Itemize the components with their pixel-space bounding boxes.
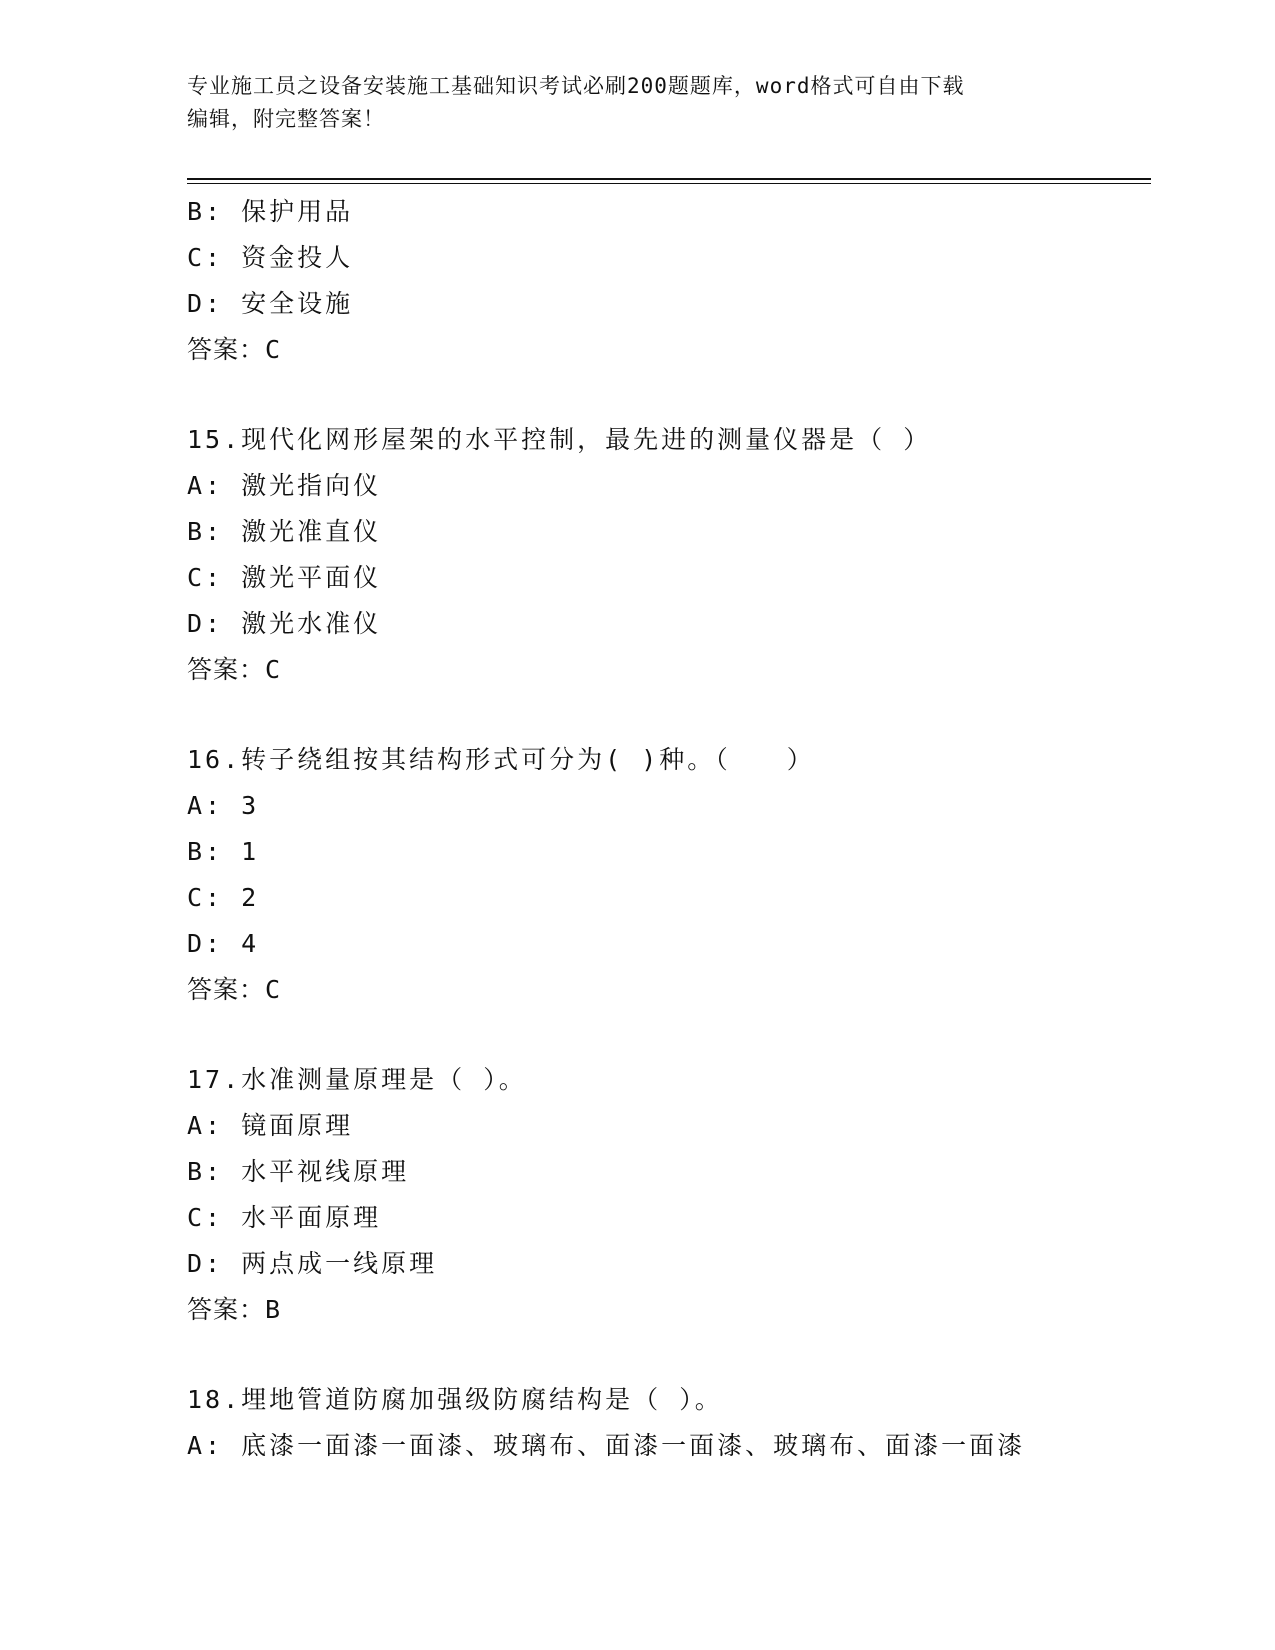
answer: 答案：B <box>187 1295 282 1324</box>
option-b: B: 1 <box>187 837 260 866</box>
spacer <box>187 373 1151 417</box>
option-a: A: 3 <box>187 791 260 820</box>
option-d: D: 安全设施 <box>187 289 354 318</box>
option-c: C: 水平面原理 <box>187 1203 382 1232</box>
option-b: B: 激光准直仪 <box>187 517 382 546</box>
header-divider-thick <box>187 178 1151 180</box>
spacer <box>187 693 1151 737</box>
spacer <box>187 1013 1151 1057</box>
spacer <box>187 1333 1151 1377</box>
option-c: C: 资金投人 <box>187 243 354 272</box>
header-line-2: 编辑，附完整答案！ <box>187 107 385 131</box>
document-header <box>187 70 1087 136</box>
option-d: D: 两点成一线原理 <box>187 1249 438 1278</box>
option-b: B: 保护用品 <box>187 197 354 226</box>
option-a: A: 底漆一面漆一面漆、玻璃布、面漆一面漆、玻璃布、面漆一面漆 <box>187 1431 1026 1460</box>
answer: 答案：C <box>187 335 282 364</box>
question-14-block <box>187 189 1151 373</box>
option-c: C: 激光平面仪 <box>187 563 382 592</box>
question-text: 17.水准测量原理是（ ）。 <box>187 1065 527 1094</box>
question-15-block <box>187 417 1151 693</box>
question-text: 18.埋地管道防腐加强级防腐结构是（ ）。 <box>187 1385 723 1414</box>
question-text: 16.转子绕组按其结构形式可分为( )种。（ ） <box>187 745 815 774</box>
question-text: 15.现代化网形屋架的水平控制，最先进的测量仪器是（ ） <box>187 425 932 454</box>
header-line-1: 专业施工员之设备安装施工基础知识考试必刷200题题库，word格式可自由下载 <box>187 74 965 98</box>
option-d: D: 4 <box>187 929 260 958</box>
option-b: B: 水平视线原理 <box>187 1157 410 1186</box>
question-18-block <box>187 1377 1151 1469</box>
answer: 答案：C <box>187 655 282 684</box>
question-16-block <box>187 737 1151 1013</box>
header-divider-thin <box>187 183 1151 184</box>
question-17-block <box>187 1057 1151 1333</box>
option-d: D: 激光水准仪 <box>187 609 382 638</box>
option-a: A: 镜面原理 <box>187 1111 354 1140</box>
option-a: A: 激光指向仪 <box>187 471 382 500</box>
option-c: C: 2 <box>187 883 260 912</box>
question-list <box>187 189 1151 1469</box>
answer: 答案：C <box>187 975 282 1004</box>
